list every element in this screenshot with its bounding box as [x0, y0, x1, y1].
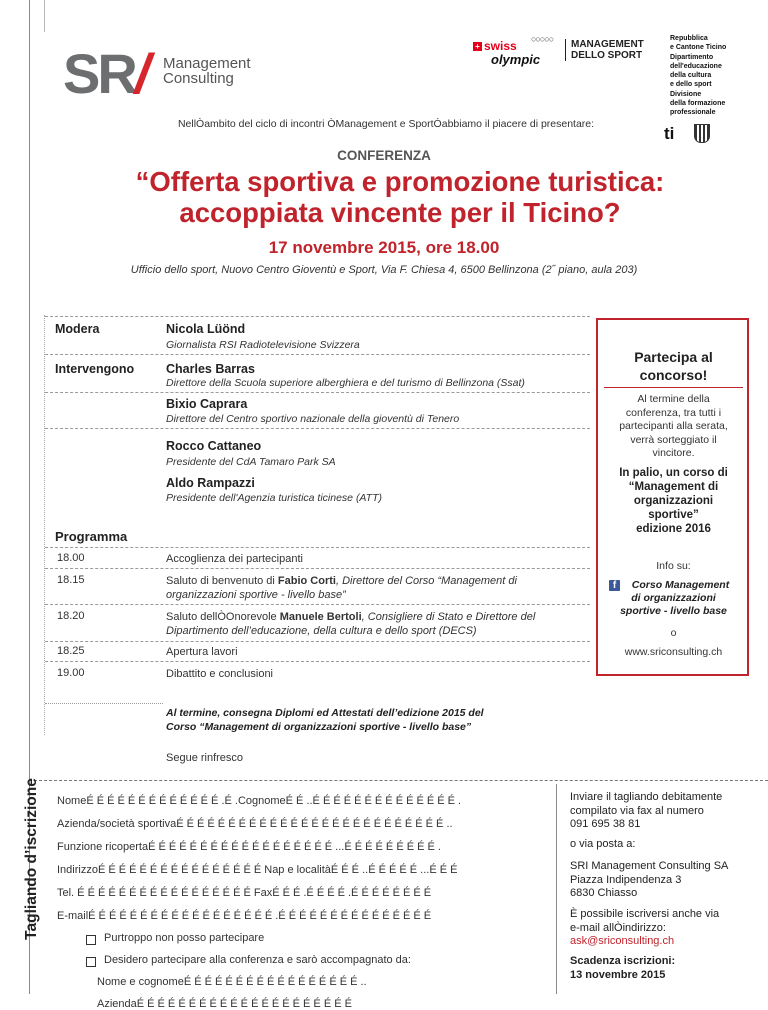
mail-instructions: o via posta a: — [570, 838, 636, 850]
moderator-name: Nicola Lüönd — [166, 322, 246, 336]
email-link[interactable]: ask@sriconsulting.ch — [570, 935, 675, 947]
facebook-icon[interactable]: f — [609, 580, 620, 591]
intro-text: NellÒambito del ciclo di incontri ÒManagement e SportÓabbiamo il piacere di presentare: — [177, 118, 595, 130]
postal-address: SRI Management Consulting SA Piazza Indipendenza 3 6830 Chiasso — [570, 860, 729, 899]
speaker-name: Bixio Caprara — [166, 397, 248, 411]
program-activity: Dibattito e conclusioni — [166, 668, 274, 680]
program-time: 18.00 — [57, 552, 85, 564]
speaker-role: Direttore della Scuola superiore alberghiera e del turismo di Bellinzona (Ssat) — [166, 377, 525, 389]
management-dello-sport-logo: MANAGEMENT DELLO SPORT — [565, 39, 644, 61]
speaker-role: Presidente del CdA Tamaro Park SA — [166, 456, 336, 468]
divider — [45, 316, 590, 317]
divider — [45, 392, 590, 393]
olympic-rings-icon: ○○○○○ — [531, 34, 554, 44]
attend-checkbox[interactable] — [86, 957, 96, 967]
or-label: o — [670, 627, 677, 639]
facebook-link[interactable]: Corso Management di organizzazioni sportive - livello base — [620, 579, 730, 617]
speaker-name: Charles Barras — [166, 362, 255, 376]
attend-label: Desidero partecipare alla conferenza e sarò accompagnato da: — [104, 954, 411, 966]
contest-divider — [604, 387, 743, 388]
closing-note: Al termine, consegna Diplomi ed Attestati dell’edizione 2015 del Corso “Management di organizzazioni sportive - livello base” — [166, 707, 484, 733]
companion-company-field[interactable]: AziendaÉ É É É É É É É É É É É É É É É É É É É É — [97, 998, 352, 1010]
program-activity: Saluto di benvenuto di Fabio Corti, Direttore del Corso “Management di organizzazioni sportive - livello base” — [166, 575, 517, 601]
speakers-label: Intervengono — [55, 362, 135, 376]
sri-logo: SR/ — [63, 42, 148, 105]
event-date: 17 novembre 2015, ore 18.00 — [268, 238, 500, 257]
divider — [45, 428, 590, 429]
program-activity: Saluto dellÒOnorevole Manuele Bertoli, Consigliere di Stato e Direttore del Dipartimento dell’educazione, della cultura e dello sport (DECS) — [166, 611, 536, 637]
speaker-name: Aldo Rampazzi — [166, 476, 255, 490]
website-link[interactable]: www.sriconsulting.ch — [624, 646, 723, 658]
table-left-line — [44, 315, 45, 735]
program-activity: Apertura lavori — [166, 646, 238, 658]
address-field[interactable]: IndirizzoÉ É É É É É É É É É É É É É É É Nap e localitàÉ É É ..É É É É É ...É É É — [57, 864, 458, 876]
name-field[interactable]: NomeÉ É É É É É É É É É É É É .É .CognomeÉ É ..É É É É É É É É É É É É É É . — [57, 795, 462, 807]
role-field[interactable]: Funzione ricopertaÉ É É É É É É É É É É É É É É É É É ...É É É É É É É É É . — [57, 841, 441, 853]
contest-description: Al termine della conferenza, tra tutti i partecipanti alla serata, verrà sorteggiato il vincitore. — [619, 393, 728, 459]
decline-checkbox[interactable] — [86, 935, 96, 945]
coupon-title: Tagliando d’iscrizione — [23, 778, 40, 940]
ti-logo: ti — [664, 124, 675, 143]
moderator-role: Giornalista RSI Radiotelevisione Svizzera — [166, 339, 360, 351]
event-venue: Ufficio dello sport, Nuovo Centro Gioventù e Sport, Via F. Chiesa 4, 6500 Bellinzona (2˝ piano, aula 203) — [130, 264, 638, 276]
speaker-name: Rocco Cattaneo — [166, 439, 262, 453]
event-kind: CONFERENZA — [337, 148, 431, 163]
program-time: 18.20 — [57, 610, 85, 622]
cut-line — [29, 780, 768, 781]
email-field[interactable]: E-mailÉ É É É É É É É É É É É É É É É É É .É É É É É É É É É É É É É É É — [57, 910, 432, 922]
contest-prize: In palio, un corso di “Management di organizzazioni sportive” edizione 2016 — [619, 467, 728, 535]
ticino-shield-icon — [694, 124, 710, 143]
decline-label: Purtroppo non posso partecipare — [104, 932, 265, 944]
repubblica-ticino-text: Repubblica e Cantone Ticino Dipartimento dell'educazione della cultura e dello sport Divisione della formazione professionale — [670, 35, 727, 117]
event-title: “Offerta sportiva e promozione turistica: accoppiata vincente per il Ticino? — [135, 166, 665, 228]
companion-name-field[interactable]: Nome e cognomeÉ É É É É É É É É É É É É É É É É .. — [97, 976, 367, 988]
divider — [45, 547, 590, 548]
sri-logo-text: Management Consulting — [163, 55, 251, 87]
swiss-cross-icon: + — [473, 42, 482, 51]
swiss-olympic-logo: + swiss olympic — [473, 40, 540, 66]
divider — [45, 604, 590, 605]
info-label: Info su: — [656, 560, 691, 572]
deadline: Scadenza iscrizioni: 13 novembre 2015 — [570, 955, 676, 981]
program-label: Programma — [55, 529, 128, 544]
divider — [45, 703, 163, 704]
program-time: 18.15 — [57, 574, 85, 586]
contest-heading: Partecipa al concorso! — [634, 349, 713, 383]
program-time: 18.25 — [57, 645, 85, 657]
divider — [45, 641, 590, 642]
email-instructions: È possibile iscriversi anche via e-mail allÒindirizzo: — [570, 908, 720, 934]
divider — [45, 568, 590, 569]
program-activity: Accoglienza dei partecipanti — [166, 553, 303, 565]
divider — [45, 661, 590, 662]
refreshment-note: Segue rinfresco — [166, 752, 244, 764]
phone-fax-field[interactable]: Tel. É É É É É É É É É É É É É É É É É FaxÉ É É .É É É É .É É É É É É É É — [57, 887, 432, 899]
fold-mark — [44, 0, 45, 32]
fax-instructions: Inviare il tagliando debitamente compilato via fax al numero 091 695 38 81 — [570, 791, 723, 830]
company-field[interactable]: Azienda/società sportivaÉ É É É É É É É É É É É É É É É É É É É É É É É É É .. — [57, 818, 453, 830]
divider — [45, 354, 590, 355]
coupon-divider — [556, 784, 557, 994]
speaker-role: Direttore del Centro sportivo nazionale della gioventù di Tenero — [166, 413, 460, 425]
moderator-label: Modera — [55, 322, 100, 336]
program-time: 19.00 — [57, 667, 85, 679]
speaker-role: Presidente dell'Agenzia turistica ticinese (ATT) — [166, 492, 382, 504]
